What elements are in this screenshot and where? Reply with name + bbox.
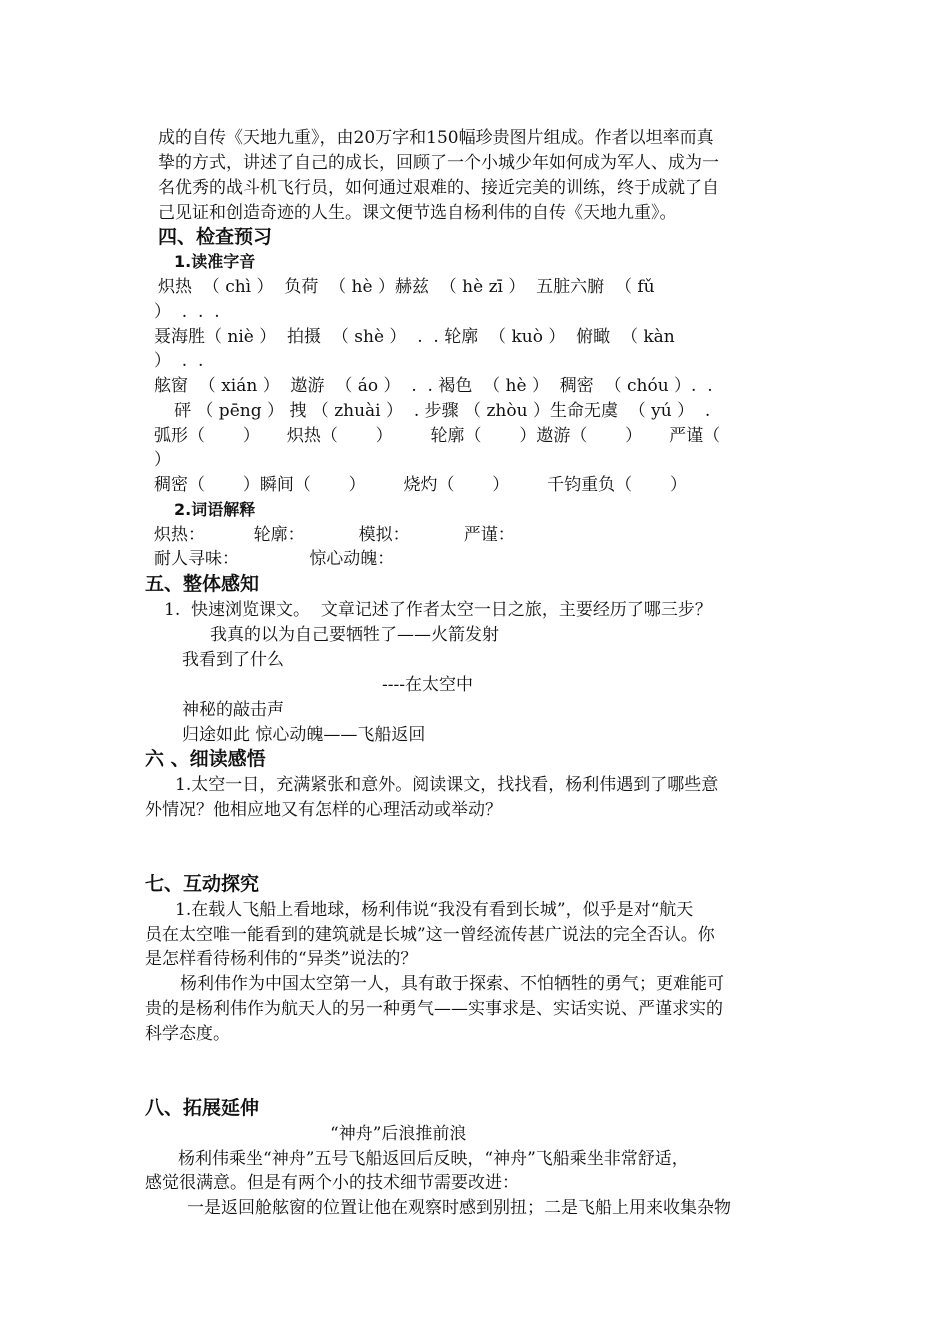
section-8-heading: 八、拓展延伸 [145, 1097, 260, 1119]
extension-line-2: 感觉很满意。但是有两个小的技术细节需要改进： [145, 1173, 519, 1193]
intro-line-3: 名优秀的战斗机飞行员，如何通过艰难的、接近完美的训练，终于成就了自 [158, 178, 719, 198]
overview-answer-4: 神秘的敲击声 [182, 700, 284, 720]
pronunciation-line-4: ） . . [154, 351, 204, 371]
subheading-vocabulary: 2.词语解释 [174, 500, 256, 519]
inquiry-line-5: 贵的是杨利伟作为航天人的另一种勇气——实事求是、实话实说、严谨求实的 [145, 999, 723, 1019]
close-reading-line-1: 1.太空一日，充满紧张和意外。阅读课文，找找看，杨利伟遇到了哪些意 [175, 775, 719, 795]
inquiry-line-2: 员在太空唯一能看到的建筑就是长城”这一曾经流传甚广说法的完全否认。你 [145, 925, 715, 945]
vocabulary-line-1: 炽热： 轮廓： 模拟： 严谨： [154, 525, 515, 545]
section-4-heading: 四、检查预习 [158, 226, 273, 248]
overview-answer-2: 我看到了什么 [182, 650, 284, 670]
inquiry-line-1: 1.在载人飞船上看地球，杨利伟说“我没有看到长城”，似乎是对“航天 [175, 900, 694, 920]
overview-answer-1: 我真的以为自己要牺牲了——火箭发射 [210, 625, 499, 645]
pronunciation-line-5: 舷窗 （ xián ） 遨游 （ áo ） . . 褐色 （ hè ） 稠密 （ chóu ）. . [154, 376, 713, 396]
pronunciation-line-2: ） . . . [154, 302, 220, 322]
fill-in-line-2: ） [154, 450, 171, 470]
overview-answer-3: ----在太空中 [382, 675, 473, 695]
pronunciation-line-1: 炽热 （ chì ） 负荷 （ hè ）赫兹 （ hè zī ） 五脏六腑 （ fǔ [158, 277, 655, 297]
article-title: “神舟”后浪推前浪 [330, 1124, 467, 1144]
inquiry-line-4: 杨利伟作为中国太空第一人，具有敢于探索、不怕牺牲的勇气；更难能可 [180, 974, 724, 994]
section-6-heading: 六 、细读感悟 [145, 748, 266, 770]
inquiry-line-3: 是怎样看待杨利伟的“异类”说法的？ [145, 949, 418, 969]
fill-in-line-1: 弧形（ ） 炽热（ ） 轮廓（ ）遨游（ ） 严谨（ [154, 426, 721, 446]
inquiry-line-6: 科学态度。 [145, 1024, 230, 1044]
vocabulary-line-2: 耐人寻味： 惊心动魄： [154, 549, 395, 569]
intro-line-1: 成的自传《天地九重》，由20万字和150幅珍贵图片组成。作者以坦率而真 [158, 128, 714, 148]
pronunciation-line-6: 砰 （ pēng ） 拽 （ zhuài ） . 步骤 （ zhòu ）生命无虞 （ yú ） . [174, 401, 711, 421]
subheading-pronunciation: 1.读准字音 [174, 252, 256, 271]
close-reading-line-2: 外情况？他相应地又有怎样的心理活动或举动？ [145, 800, 502, 820]
extension-line-1: 杨利伟乘坐“神舟”五号飞船返回后反映，“神舟”飞船乘坐非常舒适， [178, 1149, 689, 1169]
pronunciation-line-3: 聂海胜（ niè ） 拍摄 （ shè ） . . 轮廓 （ kuò ） 俯瞰 （ kàn [154, 327, 675, 347]
section-7-heading: 七、互动探究 [145, 873, 260, 895]
fill-in-line-3: 稠密（ ）瞬间（ ） 烧灼（ ） 千钧重负（ ） [154, 475, 687, 495]
section-5-heading: 五、整体感知 [145, 573, 260, 595]
overview-answer-5: 归途如此 惊心动魄——飞船返回 [182, 725, 426, 745]
intro-line-4: 己见证和创造奇迹的人生。课文便节选自杨利伟的自传《天地九重》。 [158, 203, 677, 223]
intro-line-2: 挚的方式，讲述了自己的成长，回顾了一个小城少年如何成为军人、成为一 [158, 153, 719, 173]
overview-question: 1. 快速浏览课文。 文章记述了作者太空一日之旅，主要经历了哪三步？ [164, 600, 712, 620]
extension-line-3: 一是返回舱舷窗的位置让他在观察时感到别扭；二是飞船上用来收集杂物 [187, 1198, 731, 1218]
